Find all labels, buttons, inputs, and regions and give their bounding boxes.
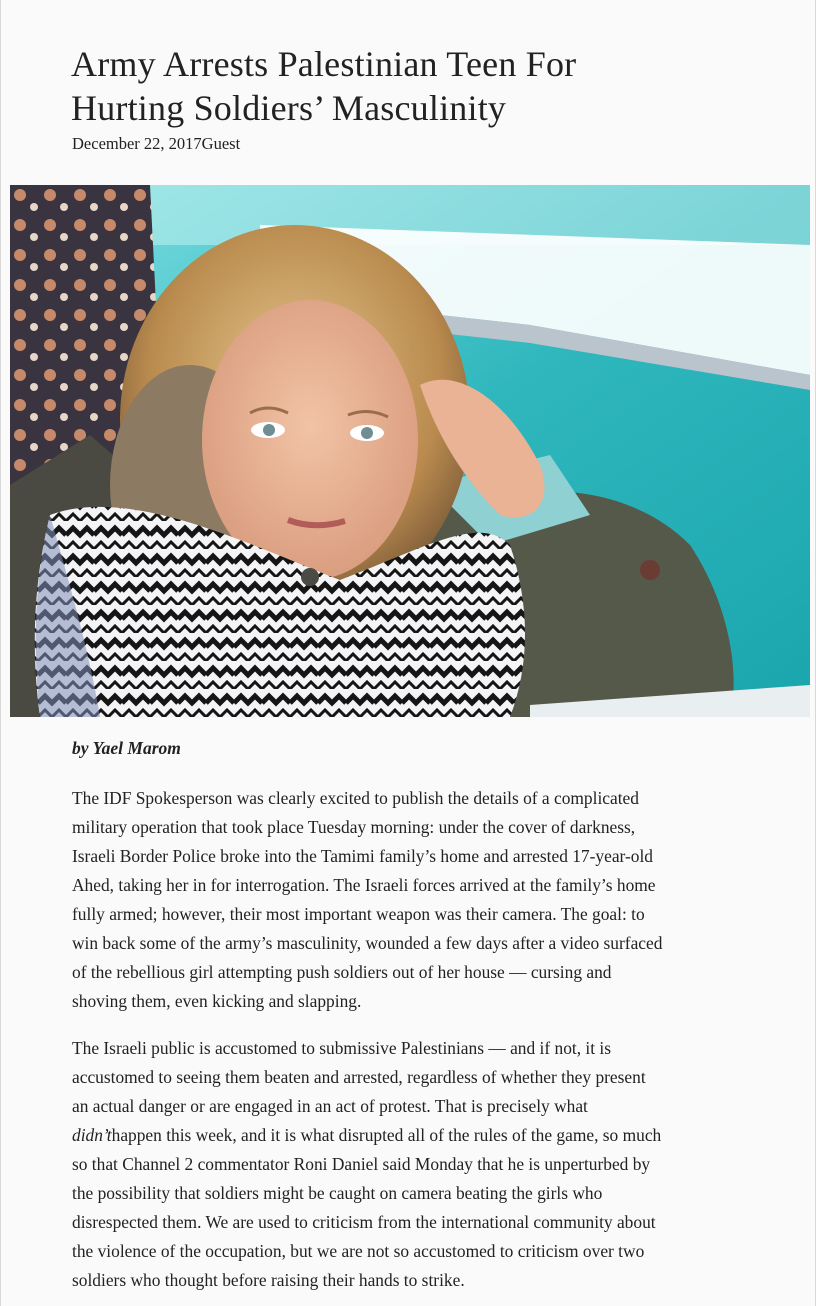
article-title	[71, 42, 711, 130]
paragraph-1-line: win back some of the army’s masculinity, wounded a few days after a video surfaced	[72, 933, 663, 953]
paragraph-2-line: so that Channel 2 commentator Roni Daniel said Monday that he is unperturbed by	[72, 1154, 651, 1174]
paragraph-2-line	[72, 1121, 762, 1150]
paragraph-1-line: fully armed; however, their most important weapon was their camera. The goal: to	[72, 904, 645, 924]
article-paragraph-1	[72, 784, 762, 1016]
paragraph-1-line: The IDF Spokesperson was clearly excited to publish the details of a complicated	[72, 788, 639, 808]
article-title-line-2: Hurting Soldiers’ Masculinity	[71, 88, 507, 128]
article-hero-image	[10, 185, 810, 717]
paragraph-1-line: of the rebellious girl attempting push soldiers out of her house — cursing and	[72, 962, 612, 982]
article-paragraph-2	[72, 1034, 762, 1295]
article-date[interactable]: December 22, 2017	[72, 134, 202, 153]
article-author-link[interactable]: Guest	[201, 134, 241, 153]
paragraph-2-line-rest: happen this week, and it is what disrupted all of the rules of the game, so much	[111, 1125, 662, 1145]
paragraph-1-line: shoving them, even kicking and slapping.	[72, 991, 362, 1011]
paragraph-2-line: accustomed to seeing them beaten and arrested, regardless of whether they present	[72, 1067, 646, 1087]
paragraph-2-line: The Israeli public is accustomed to submissive Palestinians — and if not, it is	[72, 1038, 612, 1058]
paragraph-2-line: the possibility that soldiers might be caught on camera beating the girls who	[72, 1183, 603, 1203]
emphasis-text: didn’t	[72, 1125, 112, 1145]
paragraph-1-line: military operation that took place Tuesday morning: under the cover of darkness,	[72, 817, 636, 837]
paragraph-2-line: an actual danger or are engaged in an act of protest. That is precisely what	[72, 1096, 588, 1116]
article-title-line-1: Army Arrests Palestinian Teen For	[71, 44, 577, 84]
paragraph-1-line: Israeli Border Police broke into the Tamimi family’s home and arrested 17-year-old	[72, 846, 654, 866]
article-byline: by Yael Marom	[72, 738, 181, 758]
paragraph-2-line: the violence of the occupation, but we are not so accustomed to criticism over two	[72, 1241, 645, 1261]
article-meta	[72, 134, 240, 154]
paragraph-2-line: soldiers who thought before raising their hands to strike.	[72, 1270, 465, 1290]
hero-photo	[10, 185, 810, 717]
paragraph-1-line: Ahed, taking her in for interrogation. The Israeli forces arrived at the family’s home	[72, 875, 656, 895]
paragraph-2-line: disrespected them. We are used to criticism from the international community about	[72, 1212, 656, 1232]
